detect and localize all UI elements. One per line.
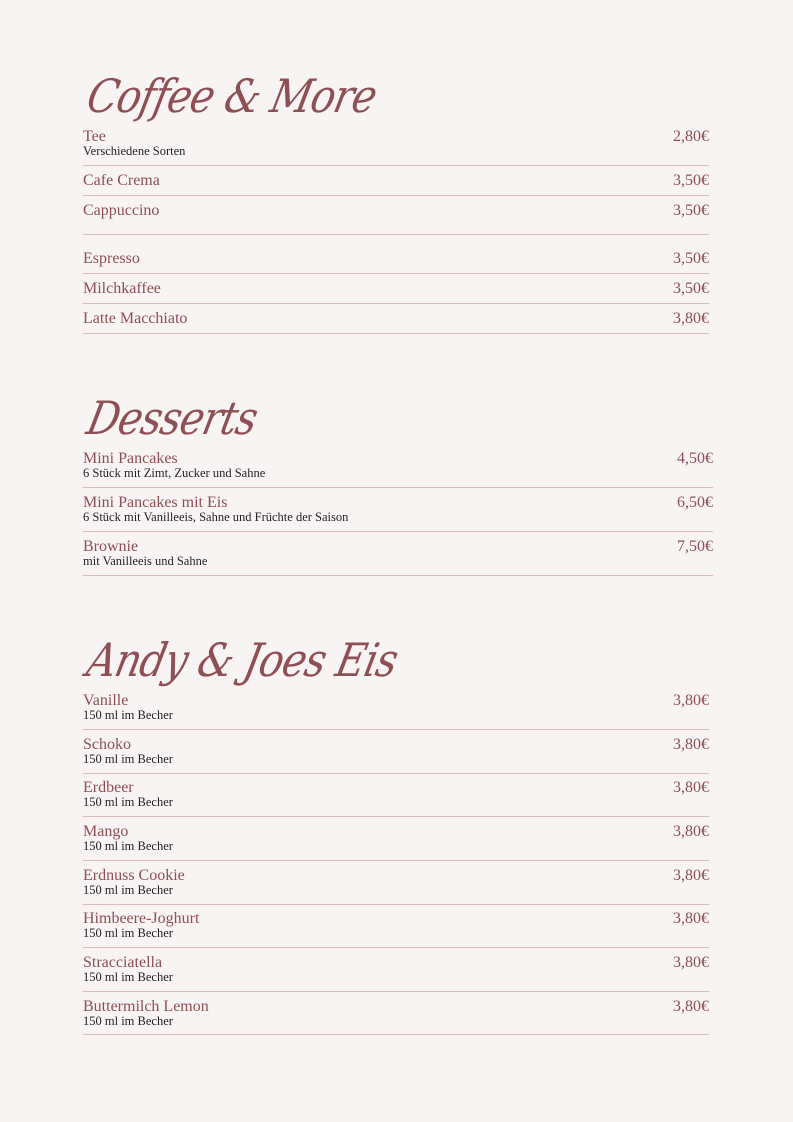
item-name: Cappuccino	[83, 202, 160, 219]
menu-item-mini-pancakes-mit-eis	[83, 494, 713, 528]
section-title-coffee: Coffee & More	[82, 70, 382, 124]
menu-item-himbeere-joghurt	[83, 910, 709, 944]
item-price: 3,50€	[673, 172, 709, 189]
item-price: 3,80€	[673, 867, 709, 884]
divider	[83, 729, 709, 730]
menu-item-erdbeer	[83, 779, 709, 813]
item-price: 3,80€	[673, 310, 709, 327]
menu-item-buttermilch-lemon	[83, 998, 709, 1032]
menu-item-latte-macchiato	[83, 310, 709, 330]
divider	[83, 333, 709, 334]
menu-item-brownie	[83, 538, 713, 572]
divider	[83, 165, 709, 166]
item-name: Brownie	[83, 538, 139, 555]
item-description: 150 ml im Becher	[83, 970, 173, 984]
menu-item-espresso	[83, 250, 709, 270]
item-name: Mini Pancakes	[83, 450, 178, 467]
item-description: 150 ml im Becher	[83, 883, 173, 897]
divider	[83, 195, 709, 196]
item-price: 3,50€	[673, 250, 709, 267]
item-name: Buttermilch Lemon	[83, 998, 209, 1015]
item-name: Vanille	[83, 692, 129, 709]
item-description: Verschiedene Sorten	[83, 144, 186, 158]
item-description: 150 ml im Becher	[83, 926, 173, 940]
menu-item-erdnuss-cookie	[83, 867, 709, 901]
divider	[83, 904, 709, 905]
menu-item-tee	[83, 128, 709, 162]
divider	[83, 860, 709, 861]
item-name: Himbeere-Joghurt	[83, 910, 200, 927]
divider	[83, 947, 709, 948]
divider	[83, 816, 709, 817]
divider	[83, 991, 709, 992]
divider	[83, 234, 709, 235]
item-name: Stracciatella	[83, 954, 163, 971]
menu-item-vanille	[83, 692, 709, 726]
item-description: 6 Stück mit Zimt, Zucker und Sahne	[83, 466, 266, 480]
item-description: 150 ml im Becher	[83, 795, 173, 809]
divider	[83, 487, 713, 488]
section-title-eis: Andy & Joes Eis	[82, 634, 402, 688]
menu-item-mini-pancakes	[83, 450, 713, 484]
divider	[83, 273, 709, 274]
item-price: 3,80€	[673, 823, 709, 840]
divider	[83, 575, 713, 576]
item-price: 3,50€	[673, 280, 709, 297]
item-description: 150 ml im Becher	[83, 708, 173, 722]
item-price: 7,50€	[677, 538, 713, 555]
item-price: 4,50€	[677, 450, 713, 467]
item-name: Erdnuss Cookie	[83, 867, 185, 884]
menu-item-milchkaffee	[83, 280, 709, 300]
item-name: Mini Pancakes mit Eis	[83, 494, 228, 511]
item-name: Erdbeer	[83, 779, 134, 796]
item-name: Tee	[83, 128, 106, 145]
item-price: 6,50€	[677, 494, 713, 511]
item-price: 3,80€	[673, 954, 709, 971]
item-price: 2,80€	[673, 128, 709, 145]
menu-item-schoko	[83, 736, 709, 770]
divider	[83, 531, 713, 532]
item-price: 3,80€	[673, 998, 709, 1015]
item-name: Latte Macchiato	[83, 310, 188, 327]
item-price: 3,80€	[673, 736, 709, 753]
item-description: mit Vanilleeis und Sahne	[83, 554, 208, 568]
item-name: Schoko	[83, 736, 131, 753]
item-price: 3,50€	[673, 202, 709, 219]
menu-item-stracciatella	[83, 954, 709, 988]
divider	[83, 303, 709, 304]
item-name: Mango	[83, 823, 129, 840]
menu-item-mango	[83, 823, 709, 857]
item-name: Espresso	[83, 250, 140, 267]
item-price: 3,80€	[673, 779, 709, 796]
item-description: 6 Stück mit Vanilleeis, Sahne und Früchte der Saison	[83, 510, 349, 524]
divider	[83, 773, 709, 774]
item-name: Cafe Crema	[83, 172, 160, 189]
item-description: 150 ml im Becher	[83, 839, 173, 853]
section-title-desserts: Desserts	[82, 392, 262, 446]
menu-item-cappuccino	[83, 202, 709, 222]
menu-item-cafe-crema	[83, 172, 709, 192]
item-name: Milchkaffee	[83, 280, 161, 297]
item-price: 3,80€	[673, 910, 709, 927]
item-description: 150 ml im Becher	[83, 1014, 173, 1028]
item-price: 3,80€	[673, 692, 709, 709]
divider	[83, 1034, 709, 1035]
item-description: 150 ml im Becher	[83, 752, 173, 766]
